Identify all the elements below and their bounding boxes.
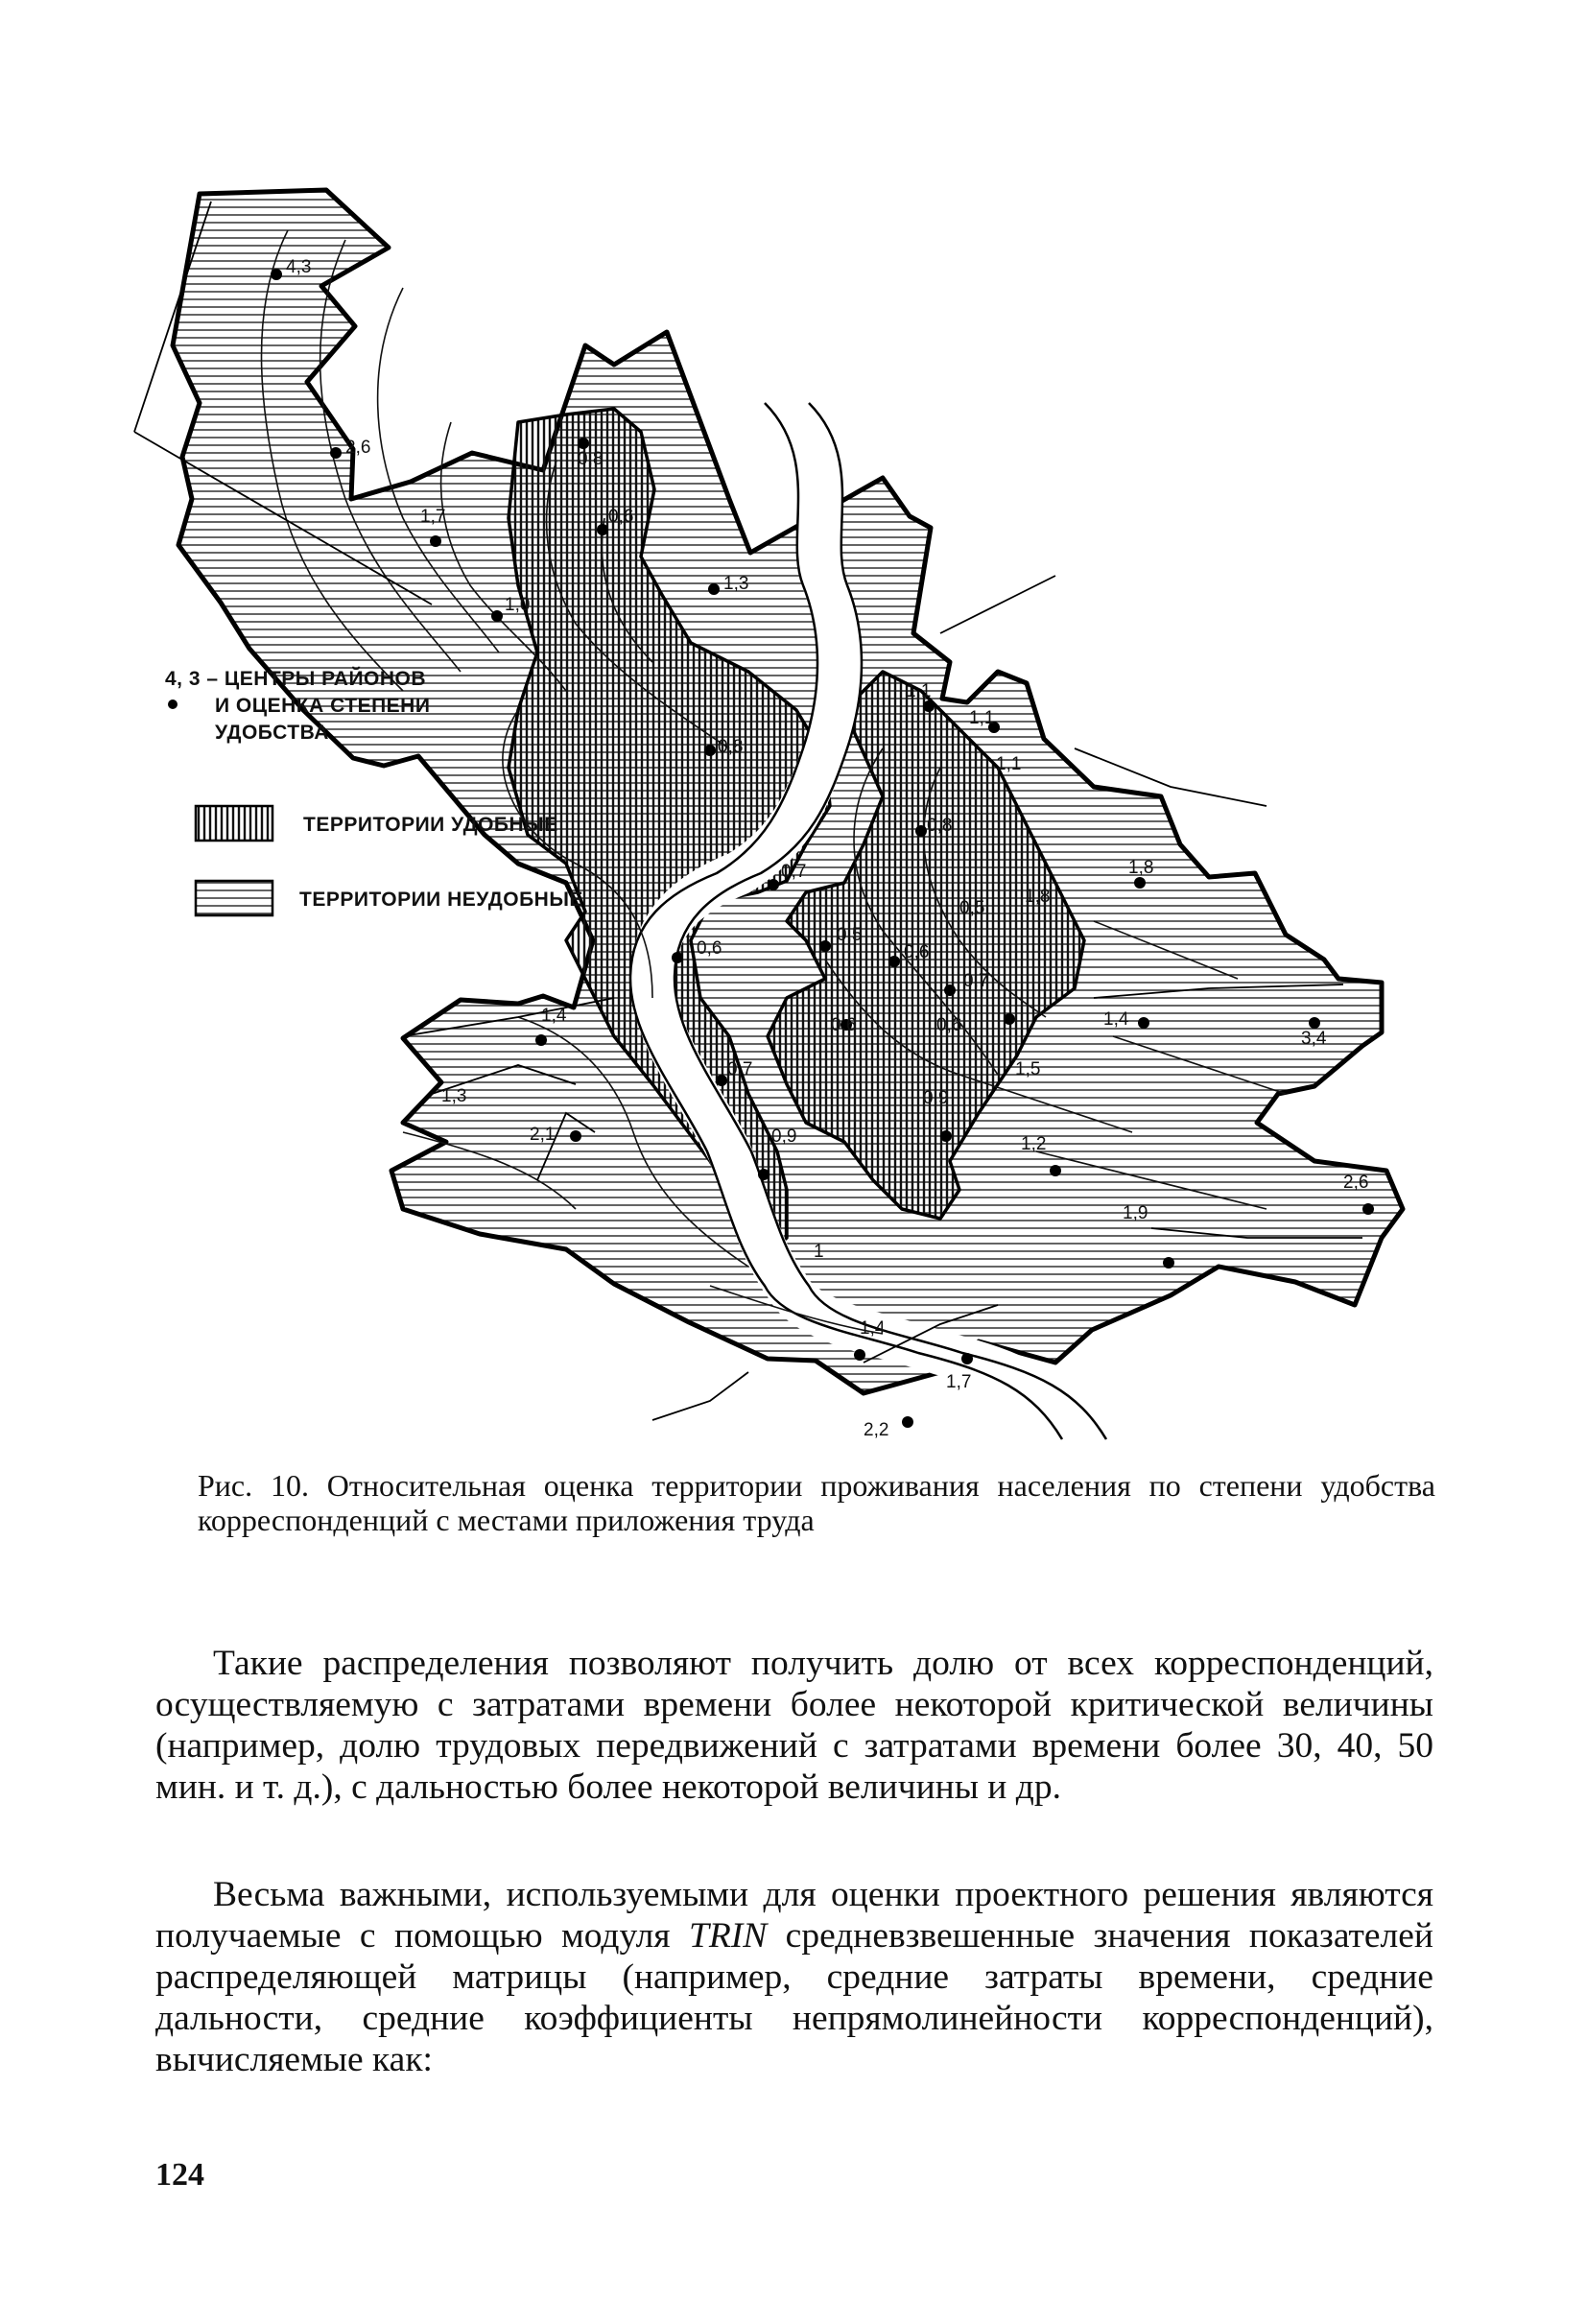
district-label: 2,1 [530,1125,556,1145]
district-label: 1,1 [906,681,932,701]
district-label: 1,8 [1128,858,1154,878]
district-label: 2,6 [1343,1173,1369,1193]
district-label: 1,2 [1021,1134,1047,1154]
district-label: 1,7 [420,507,446,527]
district-label: 0,5 [837,925,863,945]
district-label: 4,3 [286,257,312,277]
district-label: 1,0 [505,595,531,615]
district-label: 0,7 [963,971,989,991]
district-label: 1,4 [541,1006,567,1026]
district-label: 1,1 [969,708,995,728]
district-label: 1 [814,1242,824,1262]
page-number: 124 [155,2157,204,2193]
district-label: 0,9 [923,1088,949,1108]
district-label: 0,8 [578,449,604,469]
body-paragraph-2 [155,1874,1433,2080]
legend-centers-line3: УДОБСТВА [215,722,329,744]
district-label: 1,7 [946,1372,972,1392]
district-label: 0,8 [718,737,744,757]
district-label: 0,6 [831,1015,857,1035]
legend-centers-line2: И ОЦЕНКА СТЕПЕНИ [215,695,431,717]
district-label: 0,7 [727,1059,753,1079]
district-label: 0,6 [608,507,634,527]
district-label: 0,7 [781,862,807,882]
figure-caption: Рис. 10. Относительная оценка территории проживания населения по степени удобства корреспонденций с местами приложения труда [198,1468,1435,1537]
district-label: 0,6 [697,938,722,959]
paragraph2-module-name: TRIN [688,1916,768,1956]
legend-inconvenient-swatch [196,881,272,915]
territory-map-figure [115,173,1458,1458]
district-label: 1,9 [1123,1203,1148,1223]
territory-map [115,173,1458,1458]
district-label: 0,8 [927,816,953,836]
district-label: 0,5 [959,898,985,918]
district-label: 0,9 [771,1126,797,1147]
district-label: 1,8 [1025,887,1051,907]
district-label: 3,4 [1301,1029,1327,1049]
legend-centers-line1: 4, 3 – ЦЕНТРЫ РАЙОНОВ [165,668,427,690]
paragraph2-text-before: Весьма важными, используемыми для оценки проектного решения являются получаемые с помощью модуля [155,1875,1433,1956]
district-label: 0,6 [904,942,930,962]
district-label: 0,6 [936,1015,962,1035]
legend-center-dot [168,700,178,709]
district-label: 1,4 [860,1318,886,1339]
legend-convenient-swatch [196,806,272,841]
district-label: 1,5 [1015,1059,1041,1079]
district-label: 2,2 [864,1420,889,1440]
district-label: 1,3 [441,1086,467,1106]
district-label: 1,4 [1103,1009,1129,1030]
district-label: 1,1 [996,754,1022,774]
district-label: 1,3 [723,574,749,594]
district-label: 2,6 [345,438,371,458]
legend-inconvenient-label: ТЕРРИТОРИИ НЕУДОБНЫЕ [299,889,583,911]
paragraph2-text-after: средневзвешенные значения показателей распределяющей матрицы (например, средние затраты времени, средние дальности, средние коэффициенты непрямолинейности корреспонденций), вычисляемые как: [155,1916,1433,2079]
body-paragraph-1: Такие распределения позволяют получить долю от всех корреспонденций, осуществляемую с затратами времени более некоторой критической величины (например, долю трудовых передвижений с затратами времени более 30, 40, 50 мин. и т. д.), с дальностью более некоторой величины и др. [155,1644,1433,1807]
legend-convenient-label: ТЕРРИТОРИИ УДОБНЫЕ [303,814,558,836]
